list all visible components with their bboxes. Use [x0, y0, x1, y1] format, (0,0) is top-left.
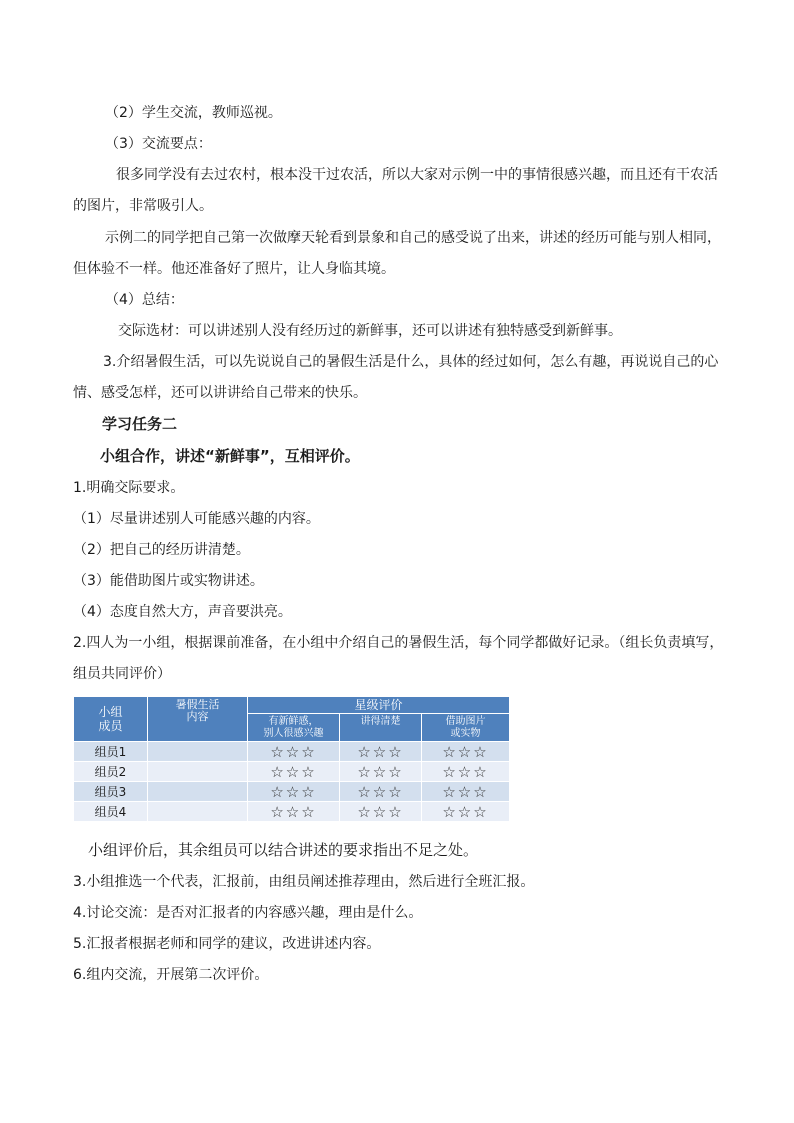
table-header-content: 暑假生活 内容 [148, 697, 248, 742]
table-row [74, 762, 510, 782]
paragraph-step-2: （2）学生交流，教师巡视。 [105, 105, 282, 121]
star-rating: ☆☆☆ [422, 802, 510, 822]
paragraph-summary: 交际选材：可以讲述别人没有经历过的新鲜事，还可以讲述有独特感受到新鲜事。 [118, 323, 622, 339]
star-rating: ☆☆☆ [248, 802, 340, 822]
star-rating: ☆☆☆ [248, 742, 340, 762]
star-rating: ☆☆☆ [340, 742, 422, 762]
requirement-3: （3）能借助图片或实物讲述。 [73, 573, 264, 589]
requirement-2: （2）把自己的经历讲清楚。 [73, 542, 250, 558]
star-rating: ☆☆☆ [422, 742, 510, 762]
table-header-novelty: 有新鲜感， 别人很感兴趣 [248, 714, 340, 742]
table-row [74, 782, 510, 802]
paragraph-example-2-cont: 但体验不一样。他还准备好了照片，让人身临其境。 [73, 261, 395, 277]
table-header-clarity: 讲得清楚 [340, 714, 422, 742]
paragraph-example-2: 示例二的同学把自己第一次做摩天轮看到景象和自己的感受说了出来，讲述的经历可能与别人相同， [105, 230, 721, 246]
content-cell [148, 742, 248, 762]
paragraph-group-review: 小组评价后，其余组员可以结合讲述的要求指出不足之处。 [88, 841, 479, 859]
paragraph-example-1-cont: 的图片，非常吸引人。 [73, 198, 213, 214]
content-cell [148, 762, 248, 782]
evaluation-table [73, 696, 510, 822]
paragraph-step-4: （4）总结： [105, 292, 184, 308]
section-subheading: 小组合作，讲述“新鲜事”，互相评价。 [100, 447, 360, 465]
member-name: 组员4 [74, 802, 148, 822]
table-header-star-rating: 星级评价 [248, 697, 510, 714]
paragraph-item-2: 2.四人为一小组，根据课前准备，在小组中介绍自己的暑假生活，每个同学都做好记录。（组长负责填写， [73, 635, 724, 651]
star-rating: ☆☆☆ [248, 762, 340, 782]
member-name: 组员1 [74, 742, 148, 762]
star-rating: ☆☆☆ [422, 762, 510, 782]
paragraph-item-2-cont: 组员共同评价） [73, 666, 171, 682]
paragraph-item-3b: 3.小组推选一个代表，汇报前，由组员阐述推荐理由，然后进行全班汇报。 [73, 874, 535, 890]
star-rating: ☆☆☆ [340, 762, 422, 782]
paragraph-item-3-cont: 情、感受怎样，还可以讲讲给自己带来的快乐。 [73, 385, 367, 401]
paragraph-example-1: 很多同学没有去过农村，根本没干过农活，所以大家对示例一中的事情很感兴趣，而且还有干农活 [116, 167, 718, 183]
paragraph-item-5: 5.汇报者根据老师和同学的建议，改进讲述内容。 [73, 936, 381, 952]
requirement-1: （1）尽量讲述别人可能感兴趣的内容。 [73, 511, 320, 527]
paragraph-item-6: 6.组内交流，开展第二次评价。 [73, 967, 269, 983]
member-name: 组员2 [74, 762, 148, 782]
star-rating: ☆☆☆ [422, 782, 510, 802]
member-name: 组员3 [74, 782, 148, 802]
paragraph-item-3: 3.介绍暑假生活，可以先说说自己的暑假生活是什么，具体的经过如何，怎么有趣，再说说自己的心 [103, 354, 719, 370]
table-header-member: 小组 成员 [74, 697, 148, 742]
content-cell [148, 782, 248, 802]
paragraph-item-4: 4.讨论交流：是否对汇报者的内容感兴趣，理由是什么。 [73, 905, 423, 921]
star-rating: ☆☆☆ [248, 782, 340, 802]
star-rating: ☆☆☆ [340, 782, 422, 802]
table-header-props: 借助图片 或实物 [422, 714, 510, 742]
section-heading: 学习任务二 [102, 415, 178, 433]
paragraph-step-3: （3）交流要点： [105, 136, 212, 152]
content-cell [148, 802, 248, 822]
table-row [74, 742, 510, 762]
table-row [74, 802, 510, 822]
star-rating: ☆☆☆ [340, 802, 422, 822]
requirement-title: 1.明确交际要求。 [73, 480, 185, 496]
requirement-4: （4）态度自然大方，声音要洪亮。 [73, 604, 292, 620]
